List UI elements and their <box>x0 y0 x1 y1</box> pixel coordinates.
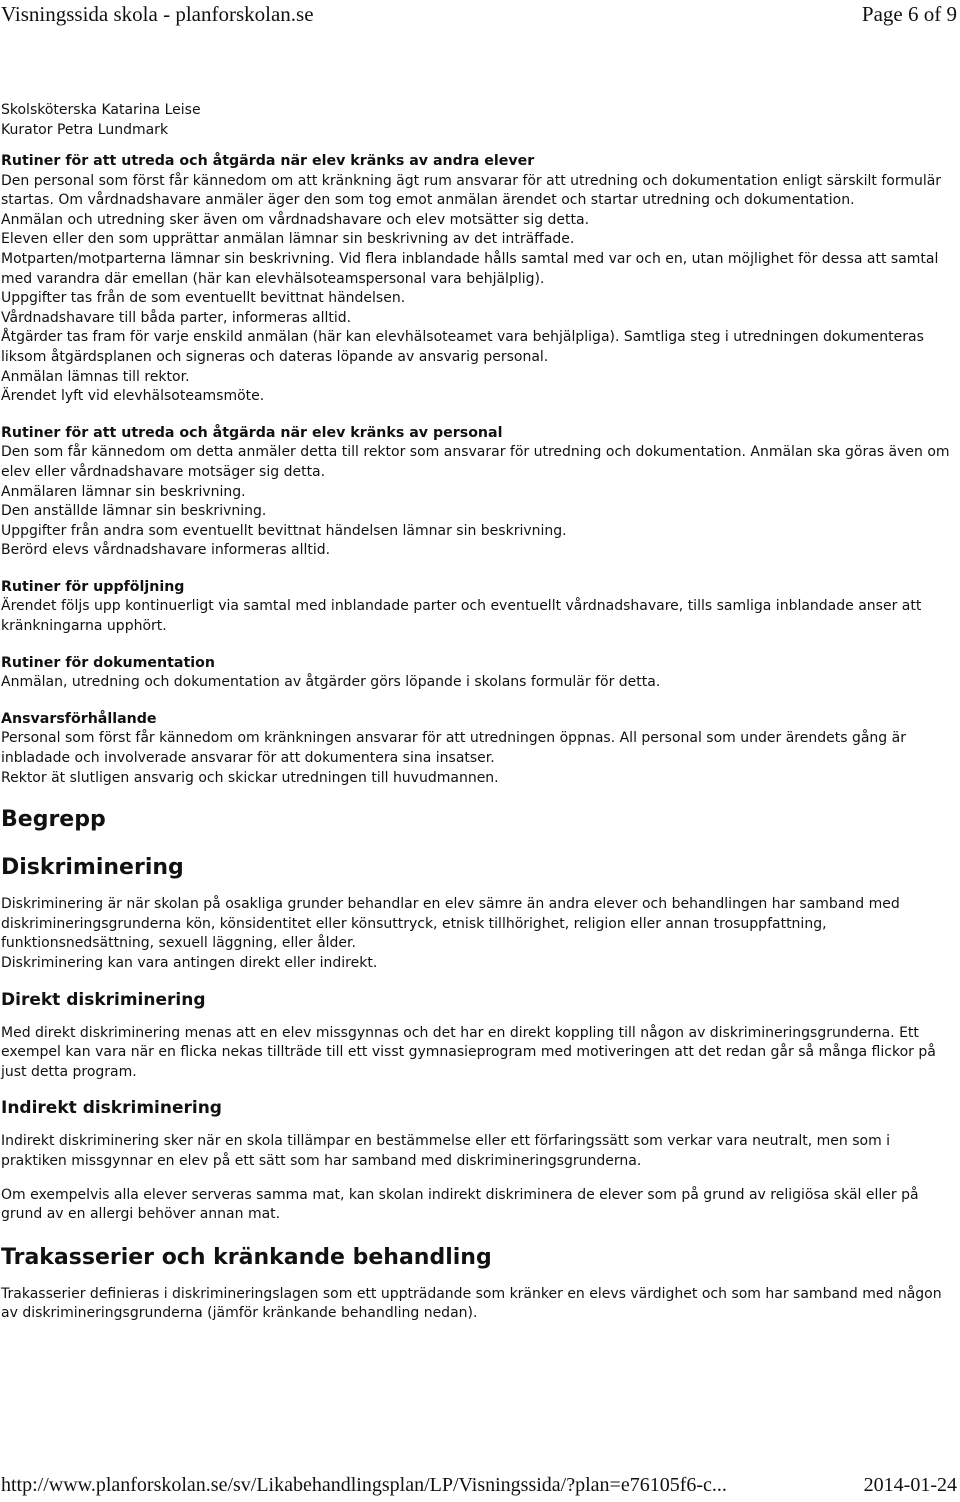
heading-begrepp: Begrepp <box>1 807 106 833</box>
section-line: Ärendet följs upp kontinuerligt via samtal med inblandade parter och eventuellt vårdnadshavare, tills samliga inblandade anser att kränkningarna upphört. <box>1 598 922 635</box>
section-line: Den anställde lämnar sin beskrivning. <box>1 503 267 520</box>
section-line: Anmälan och utredning sker även om vårdnadshavare och elev motsätter sig detta. <box>1 211 590 228</box>
indirekt-text-1 <box>1 1132 956 1171</box>
section-heading: Ansvarsförhållande <box>1 710 157 727</box>
section-line: Den personal som först får kännedom om att kränkning ägt rum ansvarar för att utredning och dokumentation enligt särskilt formulär startas. Om vårdnadshavare anmäler äger den som tog emot anmälan ärendet och startar utredning och dokumentation. <box>1 172 942 209</box>
heading-direkt: Direkt diskriminering <box>1 989 206 1010</box>
section-line: Rektor ät slutligen ansvarig och skickar utredningen till huvudmannen. <box>1 769 499 786</box>
heading-indirekt: Indirekt diskriminering <box>1 1098 222 1119</box>
footer-date: 2014-01-24 <box>863 1474 957 1496</box>
section-line: Den som får kännedom om detta anmäler detta till rektor som ansvarar för utredning och dokumentation. Anmälan ska göras även om elev eller vårdnadshavare motsäger sig detta. <box>1 444 950 480</box>
section-line: Motparten/motparterna lämnar sin beskrivning. Vid flera inblandade hålls samtal med var och en, utan möjlighet för dessa att samtal med varandra där emellan (här kan elevhälsoteamspersonal vara behjälplig). <box>1 250 939 287</box>
diskriminering-text <box>1 895 956 973</box>
section-line: Uppgifter från andra som eventuellt bevittnat händelsen lämnar sin beskrivning. <box>1 522 567 539</box>
section-line: Personal som först får kännedom om kränkningen ansvarar för att utredningen öppnas. All personal som under ärendets gång är inbladade och involverade ansvarar för att dokumentera sina insatser. <box>1 730 906 767</box>
page-footer <box>0 1474 960 1500</box>
paragraph: Diskriminering är när skolan på osakliga grunder behandlar en elev sämre än andra elever och behandlingen har samband med diskrimineringsgrunderna kön, könsidentitet eller könsuttryck, etnisk tillhörighet, religion eller annan trosuppfattning, funktionsnedsättning, sexuell läggning, eller ålder. <box>1 896 900 952</box>
heading-diskriminering: Diskriminering <box>1 855 184 881</box>
section-personal <box>1 424 956 561</box>
paragraph: Med direkt diskriminering menas att en elev missgynnas och det har en direkt koppling till någon av diskrimineringsgrunderna. Ett exempel kan vara när en flicka nekas tillträde till ett visst gymnasieprogram med motiveringen att det redan går så många flickor på just detta program. <box>1 1024 936 1080</box>
section-ansvar <box>1 710 956 788</box>
indirekt-text-2 <box>1 1186 956 1225</box>
footer-url: http://www.planforskolan.se/sv/Likabehandlingsplan/LP/Visningssida/?plan=e76105f6-c... <box>1 1474 727 1496</box>
section-line: Anmälan, utredning och dokumentation av åtgärder görs löpande i skolans formulär för detta. <box>1 674 661 691</box>
document-body <box>1 100 956 1338</box>
section-line: Anmälaren lämnar sin beskrivning. <box>1 483 246 500</box>
section-line: Anmälan lämnas till rektor. <box>1 368 190 385</box>
trakasserier-text <box>1 1285 956 1324</box>
page-header <box>0 2 960 36</box>
section-heading: Rutiner för dokumentation <box>1 654 215 671</box>
staff-line: Kurator Petra Lundmark <box>1 122 169 138</box>
section-line: Uppgifter tas från de som eventuellt bevittnat händelsen. <box>1 290 406 307</box>
section-line: Åtgärder tas fram för varje enskild anmälan (här kan elevhälsoteamet vara behjälpliga). Samtliga steg i utredningen dokumenteras liksom åtgärdsplanen och signeras och dateras löpande av ansvarig personal. <box>1 329 924 365</box>
section-dokumentation <box>1 654 956 693</box>
section-line: Berörd elevs vårdnadshavare informeras alltid. <box>1 542 331 559</box>
section-elever <box>1 152 956 407</box>
direkt-text <box>1 1024 956 1083</box>
section-heading: Rutiner för att utreda och åtgärda när elev kränks av personal <box>1 424 503 441</box>
section-uppfoljning <box>1 578 956 637</box>
paragraph: Indirekt diskriminering sker när en skola tillämpar en bestämmelse eller ett förfaringssätt som verkar vara neutralt, men som i praktiken missgynnar en elev på ett sätt som har samband med diskrimineringsgrunderna. <box>1 1133 891 1169</box>
paragraph: Diskriminering kan vara antingen direkt eller indirekt. <box>1 955 378 971</box>
section-heading: Rutiner för att utreda och åtgärda när elev kränks av andra elever <box>1 153 535 169</box>
page-header-title: Visningssida skola - planforskolan.se <box>1 2 314 26</box>
paragraph: Om exempelvis alla elever serveras samma mat, kan skolan indirekt diskriminera de elever som på grund av religiösa skäl eller på grund av en allergi behöver annan mat. <box>1 1186 919 1223</box>
staff-line: Skolsköterska Katarina Leise <box>1 102 201 118</box>
paragraph: Trakasserier definieras i diskrimineringslagen som ett uppträdande som kränker en elevs värdighet och som har samband med någon av diskrimineringsgrunderna (jämför kränkande behandling nedan). <box>1 1285 942 1322</box>
section-line: Vårdnadshavare till båda parter, informeras alltid. <box>1 309 352 326</box>
section-line: Eleven eller den som upprättar anmälan lämnar sin beskrivning av det inträffade. <box>1 231 575 248</box>
section-line: Ärendet lyft vid elevhälsoteamsmöte. <box>1 388 265 405</box>
staff-list <box>1 100 956 140</box>
section-heading: Rutiner för uppföljning <box>1 578 185 595</box>
heading-trakasserier: Trakasserier och kränkande behandling <box>1 1244 492 1270</box>
page-number: Page 6 of 9 <box>861 2 957 26</box>
